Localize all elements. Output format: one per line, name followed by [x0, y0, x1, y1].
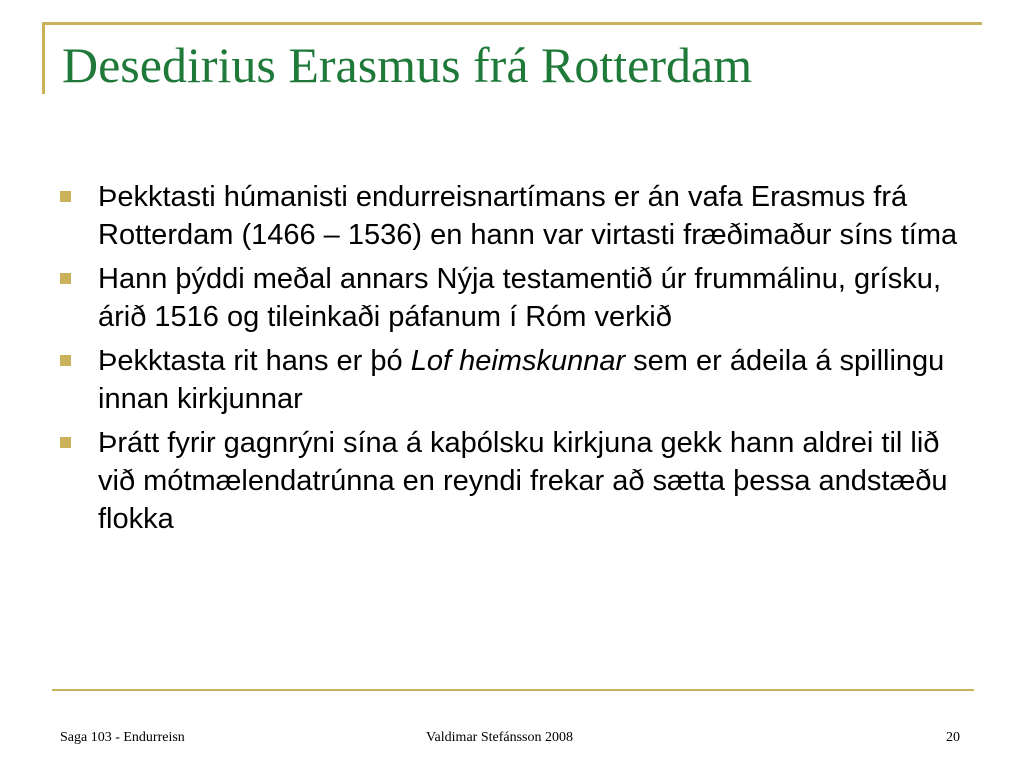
bullet-text: Þekktasta rit hans er þó [98, 345, 411, 377]
page-number: 20 [946, 730, 960, 745]
square-bullet-icon [60, 355, 71, 366]
bullet-text: sem er ádeila á spillingu innan kirkjunnar [98, 345, 945, 415]
bullet-item [60, 260, 960, 336]
square-bullet-icon [60, 437, 71, 448]
bullet-item [60, 178, 960, 254]
bullet-list [60, 178, 960, 544]
bullet-text: Þrátt fyrir gagnrýni sína á kaþólsku kirkjuna gekk hann aldrei til lið við mótmælendatrúnna en reyndi frekar að sætta þessa andstæðu flokka [98, 427, 948, 535]
bullet-text-italic: Lof heimskunnar [410, 345, 626, 377]
footer-divider [52, 689, 974, 691]
footer-author-label: Valdimar Stefánsson 2008 [426, 730, 573, 745]
bullet-item [60, 424, 960, 538]
bullet-text: Þekktasti húmanisti endurreisnartímans er án vafa Erasmus frá Rotterdam (1466 – 1536) en hann var virtasti fræðimaður síns tíma [98, 181, 958, 251]
frame-horizontal-line [42, 22, 982, 25]
frame-vertical-line [42, 22, 45, 94]
footer-course-label: Saga 103 - Endurreisn [60, 730, 185, 745]
bullet-item [60, 342, 960, 418]
square-bullet-icon [60, 273, 71, 284]
square-bullet-icon [60, 191, 71, 202]
slide-title: Desedirius Erasmus frá Rotterdam [62, 37, 753, 93]
bullet-text: Hann þýddi meðal annars Nýja testamentið úr frummálinu, grísku, árið 1516 og tileinkaði páfanum í Róm verkið [98, 263, 941, 333]
